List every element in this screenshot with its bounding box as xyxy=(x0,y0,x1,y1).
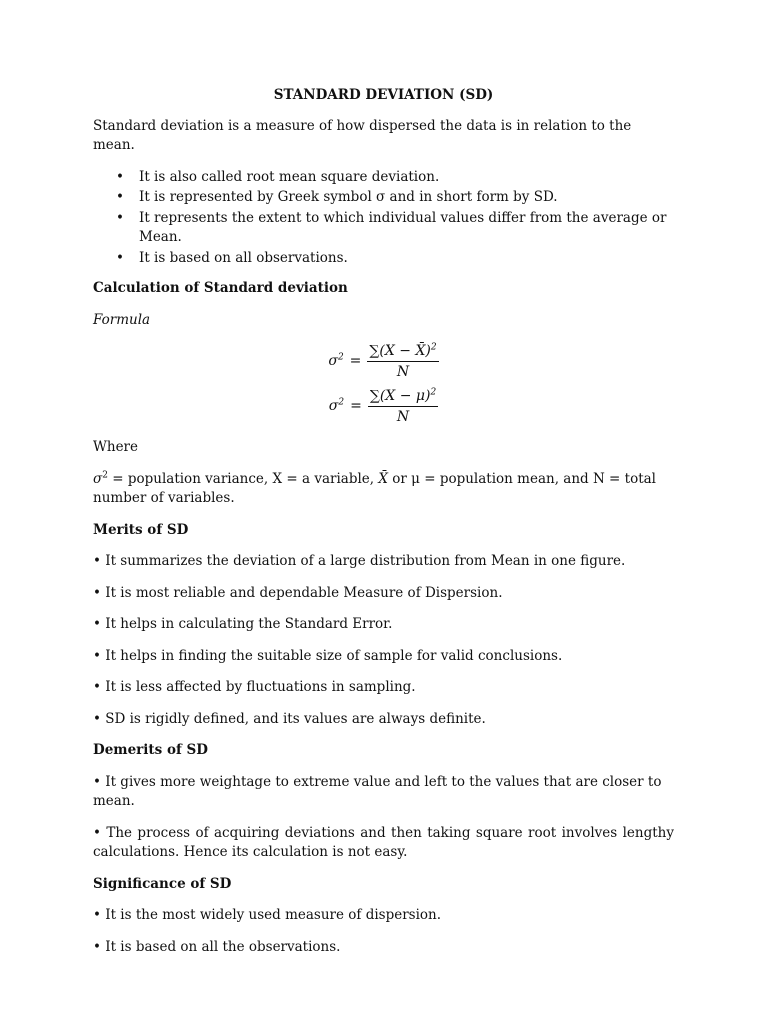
significance-heading: Significance of SD xyxy=(93,875,232,892)
numerator-expr: ∑(X − μ) xyxy=(369,388,431,404)
intro-paragraph: Standard deviation is a measure of how dispersed the data is in relation to the mean. xyxy=(93,117,632,153)
sigma-symbol: σ xyxy=(328,352,338,369)
list-item: • It is represented by Greek symbol σ and in short form by SD. xyxy=(139,188,674,208)
exponent: 2 xyxy=(337,352,344,363)
merit-item: • It helps in calculating the Standard Error. xyxy=(93,616,393,632)
merit-item: • It summarizes the deviation of a large distribution from Mean in one figure. xyxy=(93,553,626,569)
formula-lhs xyxy=(328,352,343,372)
document-title: STANDARD DEVIATION (SD) xyxy=(273,87,494,103)
definition-bullet-list xyxy=(93,168,674,269)
xbar-symbol: X̄ xyxy=(378,470,388,487)
formula-label: Formula xyxy=(93,311,151,328)
where-label: Where xyxy=(93,439,139,455)
sigma-symbol: σ xyxy=(328,397,339,414)
list-item: • It represents the extent to which individual values differ from the average or Mean. xyxy=(139,209,674,248)
sigma-symbol: σ xyxy=(93,470,103,487)
formula-population-mean xyxy=(93,387,674,426)
definition-text: = population variance, X = a variable, xyxy=(107,470,379,487)
equals-sign: = xyxy=(350,397,362,414)
numerator xyxy=(368,387,438,407)
list-item: • It is based on all observations. xyxy=(139,249,674,269)
equals-sign: = xyxy=(349,352,362,369)
formula-lhs xyxy=(329,397,344,417)
demerits-heading: Demerits of SD xyxy=(93,742,208,758)
formula-sample-mean xyxy=(93,342,674,381)
merit-item: • It is most reliable and dependable Measure of Dispersion. xyxy=(93,584,503,601)
list-item: • It is also called root mean square deviation. xyxy=(139,168,674,188)
exponent: 2 xyxy=(102,470,108,480)
merit-item: • SD is rigidly defined, and its values are always definite. xyxy=(93,710,486,727)
fraction xyxy=(367,342,438,381)
calculation-heading: Calculation of Standard deviation xyxy=(93,280,348,296)
exponent: 2 xyxy=(430,387,437,398)
numerator xyxy=(367,342,438,362)
fraction xyxy=(368,387,438,426)
exponent: 2 xyxy=(338,397,345,408)
merit-item: • It is less affected by fluctuations in sampling. xyxy=(93,679,416,695)
denominator: N xyxy=(396,409,410,425)
exponent: 2 xyxy=(430,342,437,353)
merits-heading: Merits of SD xyxy=(93,521,189,538)
variable-definitions xyxy=(93,470,674,509)
demerit-item: • It gives more weightage to extreme value and left to the values that are closer to mean. xyxy=(93,773,662,809)
demerit-item: • The process of acquiring deviations and then taking square root involves lengthy calculations. Hence its calculation is not easy. xyxy=(93,824,674,860)
merit-item: • It helps in finding the suitable size of sample for valid conclusions. xyxy=(93,647,563,664)
denominator: N xyxy=(396,364,410,380)
definition-text: or μ = population mean, and N = total number of variables. xyxy=(93,470,657,506)
numerator-expr: ∑(X − X̄) xyxy=(369,343,431,359)
significance-item: • It is the most widely used measure of dispersion. xyxy=(93,907,442,923)
significance-item: • It is based on all the observations. xyxy=(93,938,341,955)
